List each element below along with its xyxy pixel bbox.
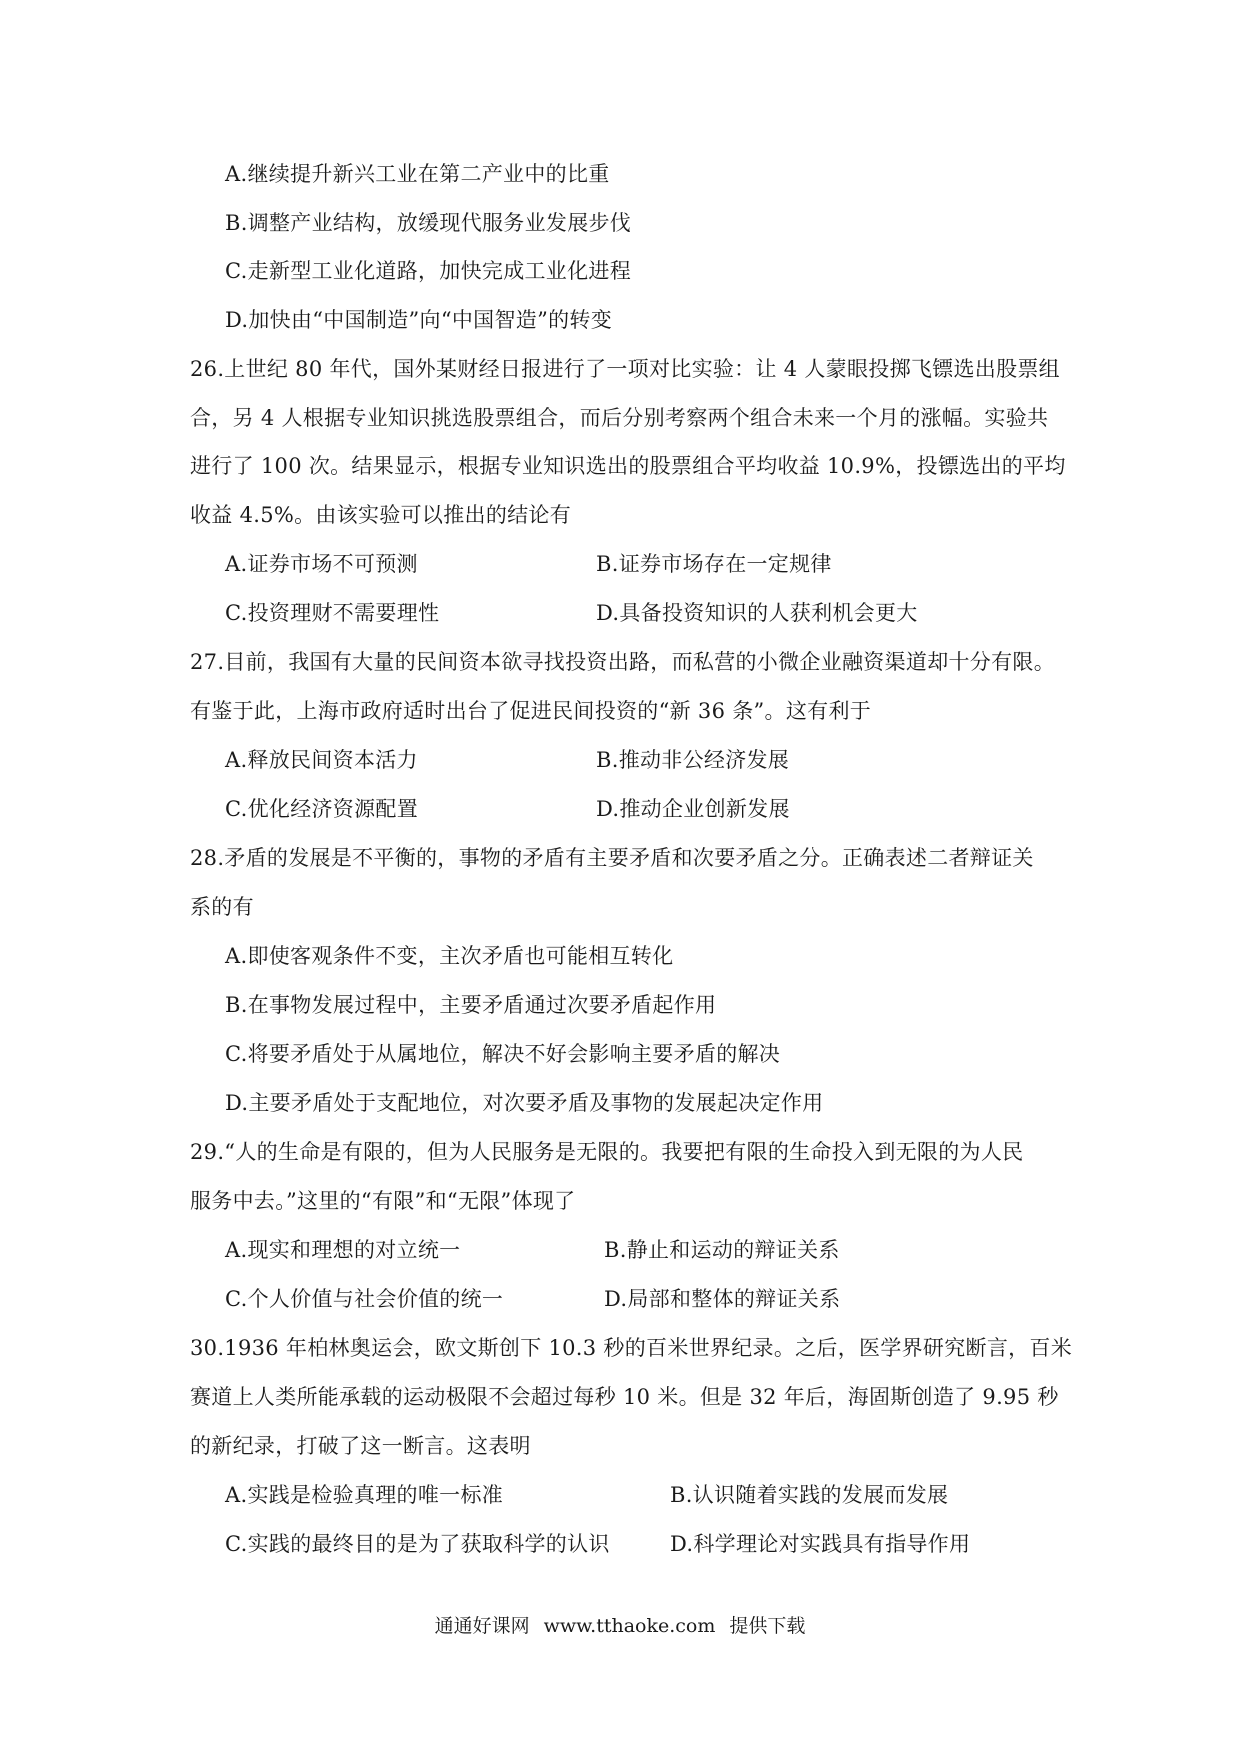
q29-option-d: D.局部和整体的辩证关系 (604, 1287, 841, 1311)
q29-option-a: A.现实和理想的对立统一 (225, 1238, 461, 1262)
q30-option-c: C.实践的最终目的是为了获取科学的认识 (225, 1532, 610, 1556)
q29-option-c: C.个人价值与社会价值的统一 (225, 1287, 504, 1311)
q30-option-b: B.认识随着实践的发展而发展 (670, 1483, 949, 1507)
page-footer (0, 1612, 1240, 1640)
q26-option-a: A.证券市场不可预测 (225, 552, 418, 576)
q29-option-b: B.静止和运动的辩证关系 (604, 1238, 840, 1262)
q30-option-a: A.实践是检验真理的唯一标准 (225, 1483, 504, 1507)
q26-stem-line-1: 26.上世纪 80 年代，国外某财经日报进行了一项对比实验：让 4 人蒙眼投掷飞镖选出股票组 (190, 357, 1060, 381)
q25-option-c: C.走新型工业化道路，加快完成工业化进程 (225, 259, 631, 283)
footer-url-link[interactable]: www.tthaoke.com (543, 1615, 716, 1637)
q29-stem-line-1: 29.“人的生命是有限的，但为人民服务是无限的。我要把有限的生命投入到无限的为人民 (190, 1140, 1024, 1164)
q28-option-a: A.即使客观条件不变，主次矛盾也可能相互转化 (225, 944, 674, 968)
q27-option-a: A.释放民间资本活力 (225, 748, 418, 772)
q28-option-b: B.在事物发展过程中，主要矛盾通过次要矛盾起作用 (225, 993, 717, 1017)
q28-stem-line-2: 系的有 (190, 895, 254, 919)
q27-option-c: C.优化经济资源配置 (225, 797, 418, 821)
q30-stem-line-3: 的新纪录，打破了这一断言。这表明 (190, 1434, 531, 1458)
footer-site-name: 通通好课网 (434, 1615, 530, 1637)
q30-stem-line-1: 30.1936 年柏林奥运会，欧文斯创下 10.3 秒的百米世界纪录。之后，医学界研究断言，百米 (190, 1336, 1073, 1360)
q25-option-b: B.调整产业结构，放缓现代服务业发展步伐 (225, 211, 632, 235)
q29-stem-line-2: 服务中去。”这里的“有限”和“无限”体现了 (190, 1189, 576, 1213)
q28-stem-line-1: 28.矛盾的发展是不平衡的，事物的矛盾有主要矛盾和次要矛盾之分。正确表述二者辩证关 (190, 846, 1034, 870)
q27-stem-line-2: 有鉴于此，上海市政府适时出台了促进民间投资的“新 36 条”。这有利于 (190, 699, 872, 723)
q26-stem-line-2: 合，另 4 人根据专业知识挑选股票组合，而后分别考察两个组合未来一个月的涨幅。实验共 (190, 406, 1049, 430)
q26-option-d: D.具备投资知识的人获利机会更大 (596, 601, 918, 625)
q30-option-d: D.科学理论对实践具有指导作用 (670, 1532, 971, 1556)
q26-option-b: B.证券市场存在一定规律 (596, 552, 832, 576)
q28-option-d: D.主要矛盾处于支配地位，对次要矛盾及事物的发展起决定作用 (225, 1091, 824, 1115)
q27-stem-line-1: 27.目前，我国有大量的民间资本欲寻找投资出路，而私营的小微企业融资渠道却十分有限。 (190, 650, 1055, 674)
q26-stem-line-3: 进行了 100 次。结果显示，根据专业知识选出的股票组合平均收益 10.9%，投镖选出的平均 (190, 454, 1066, 478)
q25-option-d: D.加快由“中国制造”向“中国智造”的转变 (225, 308, 613, 332)
q28-option-c: C.将要矛盾处于从属地位，解决不好会影响主要矛盾的解决 (225, 1042, 781, 1066)
q27-option-b: B.推动非公经济发展 (596, 748, 790, 772)
q26-stem-line-4: 收益 4.5%。由该实验可以推出的结论有 (190, 503, 572, 527)
q27-option-d: D.推动企业创新发展 (596, 797, 790, 821)
q30-stem-line-2: 赛道上人类所能承载的运动极限不会超过每秒 10 米。但是 32 年后，海固斯创造了 9.95 秒 (190, 1385, 1059, 1409)
q25-option-a: A.继续提升新兴工业在第二产业中的比重 (225, 162, 610, 186)
footer-suffix: 提供下载 (729, 1615, 806, 1637)
q26-option-c: C.投资理财不需要理性 (225, 601, 440, 625)
